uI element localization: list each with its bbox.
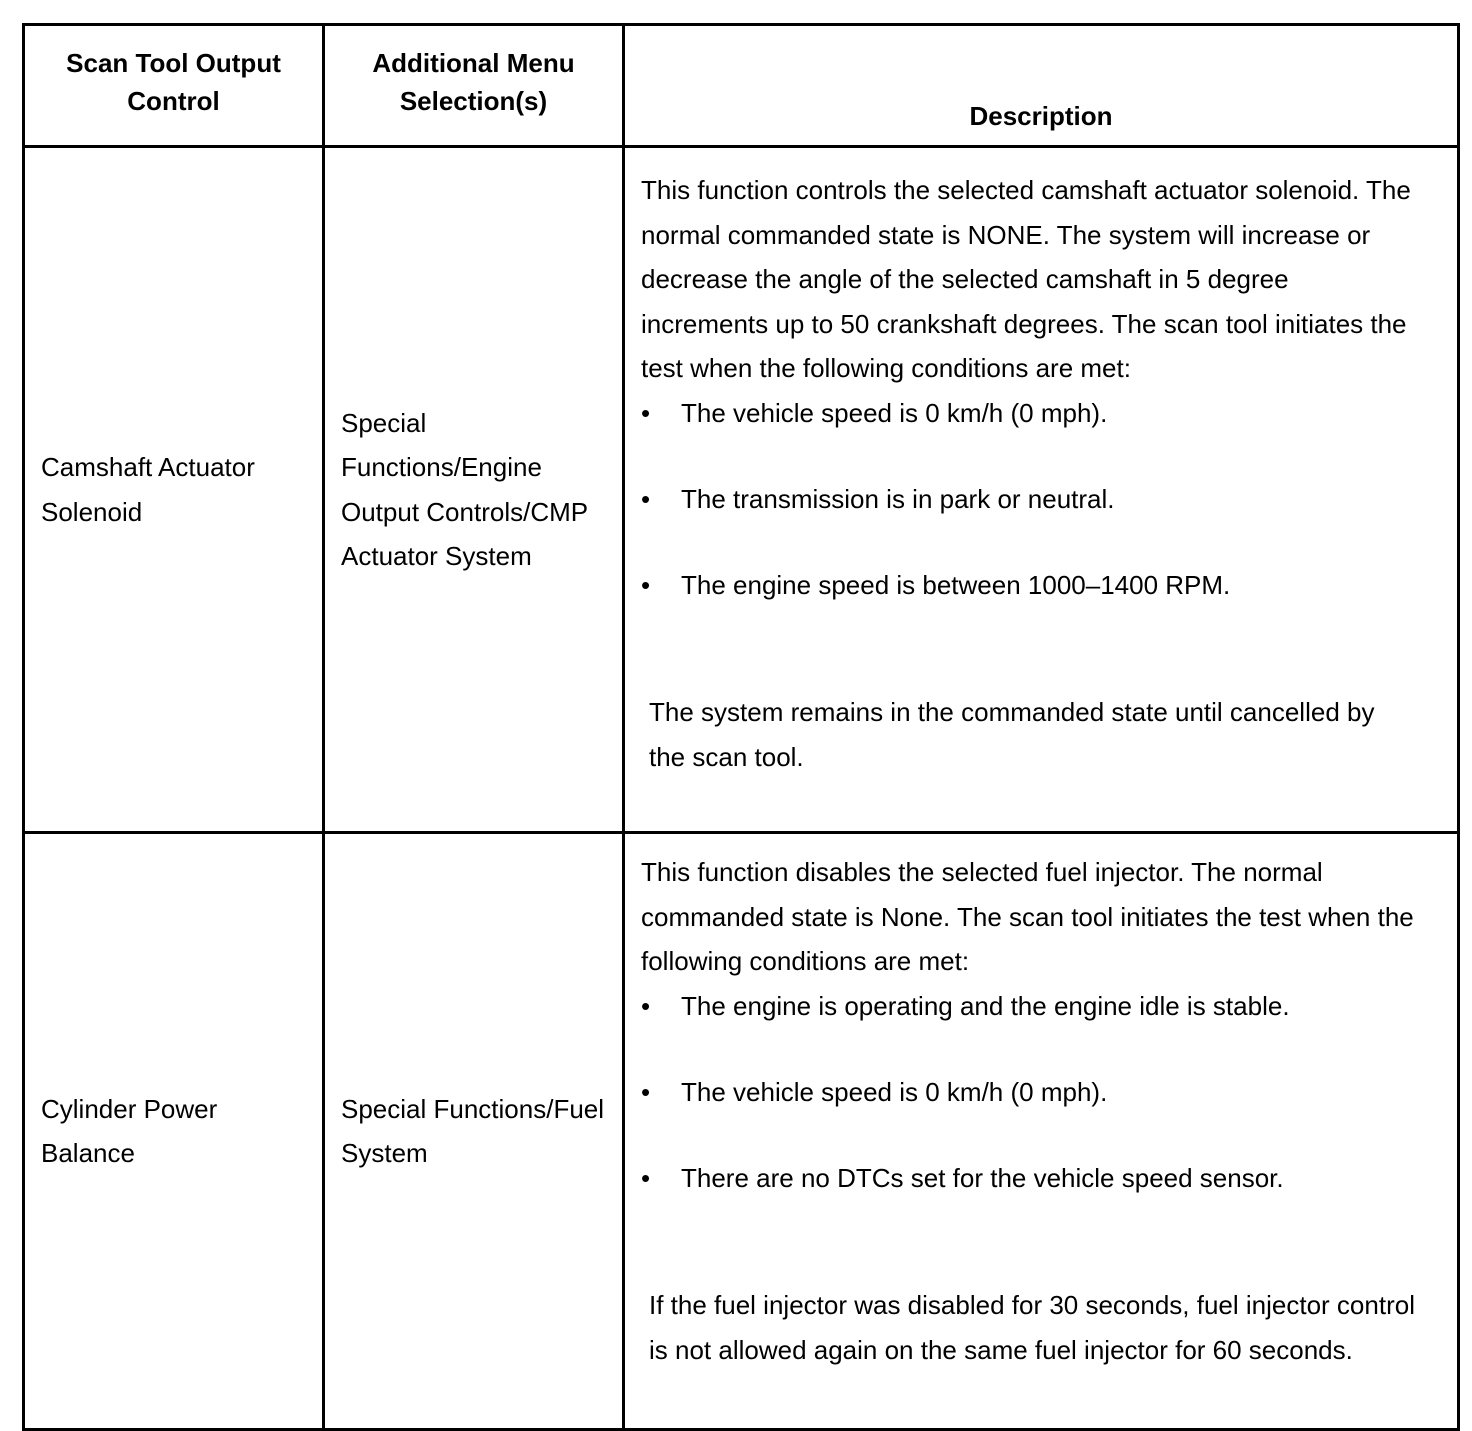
- description-closing: The system remains in the commanded state until cancelled by the scan tool.: [649, 697, 1375, 772]
- description-cell: [624, 147, 1459, 833]
- condition-item: [641, 1156, 1417, 1201]
- table-row: [24, 147, 1459, 833]
- description-intro: This function controls the selected camshaft actuator solenoid. The normal commanded state is NONE. The system will increase or decrease the angle of the selected camshaft in 5 degree increments up to 50 crankshaft degrees. The scan tool initiates the test when the following conditions are met:: [641, 175, 1411, 383]
- bullet-icon: •: [641, 1162, 651, 1193]
- condition-text: The vehicle speed is 0 km/h (0 mph).: [681, 1076, 1108, 1107]
- header-row: [24, 25, 1459, 147]
- condition-item: [641, 563, 1417, 608]
- condition-item: [641, 1070, 1417, 1115]
- description-cell: [624, 833, 1459, 1430]
- bullet-icon: •: [641, 1076, 651, 1107]
- control-name-cell: Cylinder Power Balance: [24, 833, 324, 1430]
- condition-item: [641, 477, 1417, 522]
- description-intro: This function disables the selected fuel injector. The normal commanded state is None. The scan tool initiates the test when the following conditions are met:: [641, 857, 1414, 976]
- bullet-icon: •: [641, 397, 651, 428]
- table-row: [24, 833, 1459, 1430]
- conditions-list: [641, 984, 1417, 1201]
- condition-text: The vehicle speed is 0 km/h (0 mph).: [681, 397, 1108, 428]
- condition-text: The engine is operating and the engine idle is stable.: [681, 990, 1290, 1021]
- condition-text: There are no DTCs set for the vehicle speed sensor.: [681, 1162, 1284, 1193]
- output-controls-table: [22, 23, 1460, 1431]
- condition-item: [641, 391, 1417, 436]
- control-name-cell: Camshaft Actuator Solenoid: [24, 147, 324, 833]
- condition-item: [641, 984, 1417, 1029]
- bullet-icon: •: [641, 990, 651, 1021]
- bullet-icon: •: [641, 569, 651, 600]
- menu-selection-cell: Special Functions/Fuel System: [324, 833, 624, 1430]
- header-scan-tool-output-control: Scan Tool Output Control: [24, 25, 324, 147]
- conditions-list: [641, 391, 1417, 608]
- condition-text: The engine speed is between 1000–1400 RPM.: [681, 569, 1231, 600]
- bullet-icon: •: [641, 483, 651, 514]
- header-description: Description: [624, 25, 1459, 147]
- header-additional-menu-selections: Additional Menu Selection(s): [324, 25, 624, 147]
- condition-text: The transmission is in park or neutral.: [681, 483, 1115, 514]
- description-closing: If the fuel injector was disabled for 30 seconds, fuel injector control is not allowed again on the same fuel injector for 60 seconds.: [649, 1290, 1415, 1365]
- menu-selection-cell: Special Functions/Engine Output Controls/CMP Actuator System: [324, 147, 624, 833]
